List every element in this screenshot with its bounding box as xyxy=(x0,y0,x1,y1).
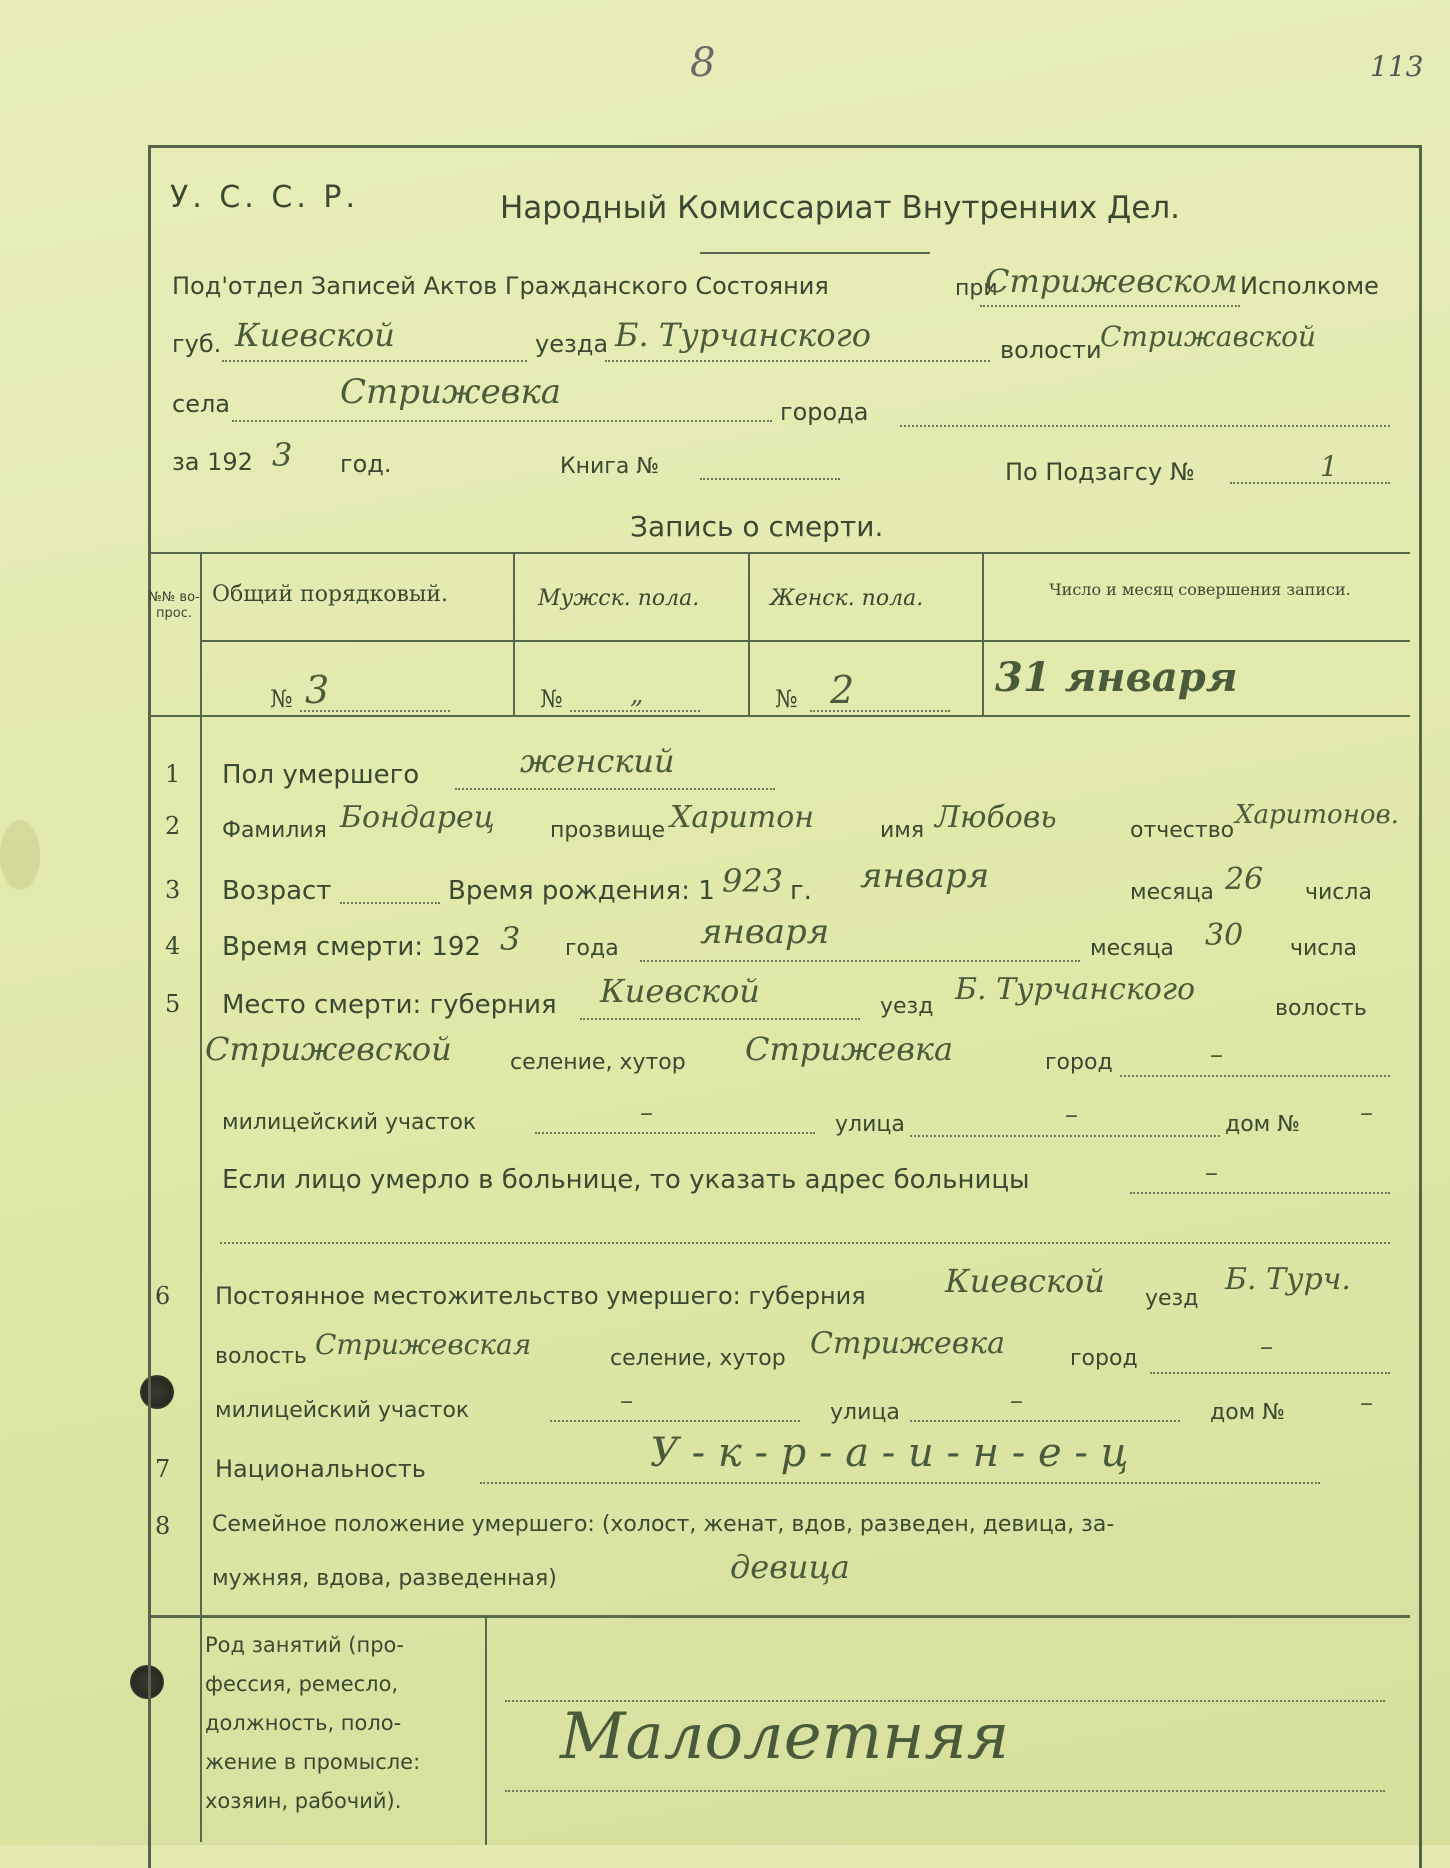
row-number-1: 1 xyxy=(165,760,181,788)
r5-gub-line xyxy=(580,1018,860,1020)
r6-uezd-label: уезд xyxy=(1145,1286,1199,1311)
subdept-value: Стрижевском xyxy=(985,262,1238,300)
col1-line xyxy=(300,710,450,712)
occupation-line-2 xyxy=(505,1790,1385,1792)
r3-age-label: Возраст xyxy=(222,876,332,906)
col-divider-q xyxy=(200,552,202,1842)
col-divider-3 xyxy=(982,552,984,715)
r7-line xyxy=(480,1482,1320,1484)
folio-number: 113 xyxy=(1370,50,1424,83)
r6b-gorod-label: город xyxy=(1070,1346,1138,1371)
gub-line xyxy=(222,360,527,362)
r2-imya-label: имя xyxy=(880,818,925,843)
r3-age-line xyxy=(340,902,440,904)
row-number-5: 5 xyxy=(165,990,181,1018)
r5b-gorod-line xyxy=(1120,1075,1390,1077)
subdept-line xyxy=(980,305,1240,307)
book-line xyxy=(700,478,840,480)
r6b-volost-value: Стрижевская xyxy=(315,1328,532,1361)
pencil-mark: 8 xyxy=(690,40,716,86)
occupation-label-1: Род занятий (про- xyxy=(205,1633,404,1657)
col2-line xyxy=(570,710,700,712)
subdept-label: Под'отдел Записей Актов Гражданского Состояния xyxy=(172,272,829,300)
r8-label: Семейное положение умершего: (холост, женат, вдов, разведен, девица, за- xyxy=(212,1512,1115,1537)
paper-stain xyxy=(0,820,40,890)
selo-line xyxy=(232,420,772,422)
r5b-selenie-label: селение, хутор xyxy=(510,1050,686,1075)
book-label: Книга № xyxy=(560,454,660,479)
r6c-ulica-label: улица xyxy=(830,1400,900,1425)
r5b-gorod-label: город xyxy=(1045,1050,1113,1075)
col2-value: „ xyxy=(630,680,644,710)
col1-value: 3 xyxy=(305,668,330,712)
selo-label: села xyxy=(172,390,231,418)
r2-fam-label: Фамилия xyxy=(222,818,327,843)
r6c-mil-line xyxy=(550,1420,800,1422)
col-divider-1 xyxy=(513,552,515,715)
r5c-ulica-line xyxy=(910,1135,1220,1137)
gorod-line xyxy=(900,425,1390,427)
occupation-label-5: хозяин, рабочий). xyxy=(205,1789,402,1813)
r5c-dom-label: дом № xyxy=(1225,1112,1301,1137)
occupation-top-rule xyxy=(150,1615,1410,1618)
table-bottom-rule xyxy=(150,715,1410,717)
r8b-label: мужняя, вдова, разведенная) xyxy=(212,1566,557,1591)
r6b-gorod-value: – xyxy=(1260,1332,1273,1362)
subrecord-value: 1 xyxy=(1320,450,1338,483)
r1-label: Пол умершего xyxy=(222,760,420,790)
year-label: за 192 xyxy=(172,448,253,476)
r6c-ulica-value: – xyxy=(1010,1386,1023,1416)
r5d-value: – xyxy=(1205,1158,1218,1188)
subdept-pri: при xyxy=(955,276,998,301)
r5d-line xyxy=(1130,1192,1390,1194)
gub-value: Киевской xyxy=(235,316,395,354)
r2-fam-value: Бондарец xyxy=(340,800,495,835)
table-top-rule xyxy=(150,552,1410,554)
col2-no-label: № xyxy=(540,685,563,713)
r4-chisla-label: числа xyxy=(1290,936,1357,961)
r5d-label: Если лицо умерло в больнице, то указать адрес больницы xyxy=(222,1165,1030,1195)
year-value: 3 xyxy=(272,436,293,474)
r4-month-line xyxy=(640,960,1080,962)
r3-birth-value: 923 xyxy=(722,862,784,900)
row-number-2: 2 xyxy=(165,812,181,840)
r5-gub-value: Киевской xyxy=(600,972,760,1010)
r5c-mil-value: – xyxy=(640,1098,653,1128)
col3-line xyxy=(810,710,950,712)
r5b-selenie-value: Стрижевка xyxy=(745,1030,954,1068)
row-number-6: 6 xyxy=(155,1282,171,1310)
r4-goda-label: года xyxy=(565,936,619,961)
r6-uezd-value: Б. Турч. xyxy=(1225,1262,1351,1297)
r3-birth-label: Время рождения: 1 xyxy=(448,876,715,906)
occupation-label-2: фессия, ремесло, xyxy=(205,1672,399,1696)
uezd-line xyxy=(605,360,990,362)
subrecord-label: По Подзагсу № xyxy=(1005,458,1195,486)
r2-prozv-label: прозвище xyxy=(550,818,666,843)
year-suffix: год. xyxy=(340,450,392,478)
volost-value: Стрижавской xyxy=(1100,320,1317,353)
r5c-mil-line xyxy=(535,1132,815,1134)
col3-header: Женск. пола. xyxy=(770,586,924,611)
col2-header: Мужск. пола. xyxy=(538,586,700,611)
col1-header: Общий порядковый. xyxy=(212,582,449,607)
r7-label: Национальность xyxy=(215,1455,426,1483)
row-number-4: 4 xyxy=(165,932,181,960)
row-number-8: 8 xyxy=(155,1512,171,1540)
occupation-divider xyxy=(485,1615,487,1845)
r2-prozv-value: Харитон xyxy=(670,800,815,835)
r5-uezd-value: Б. Турчанского xyxy=(955,972,1196,1007)
uezd-value: Б. Турчанского xyxy=(615,316,872,354)
col-divider-2 xyxy=(748,552,750,715)
r5b-gorod-value: – xyxy=(1210,1040,1223,1070)
col3-value: 2 xyxy=(830,668,855,712)
q-col-header: №№ во-прос. xyxy=(148,590,200,621)
volost-label: волости xyxy=(1000,336,1102,364)
table-mid-rule xyxy=(200,640,1410,642)
r6b-volost-label: волость xyxy=(215,1344,307,1369)
r3-month-label: месяца xyxy=(1130,880,1214,905)
r3-day-value: 26 xyxy=(1225,862,1264,897)
r6b-gorod-line xyxy=(1150,1372,1390,1374)
r5-uezd-label: уезд xyxy=(880,994,934,1019)
record-title: Запись о смерти. xyxy=(630,510,884,543)
r6-label: Постоянное местожительство умершего: губерния xyxy=(215,1282,866,1310)
r2-otch-label: отчество xyxy=(1130,818,1235,843)
r6b-selenie-value: Стрижевка xyxy=(810,1326,1006,1361)
occupation-label-4: жение в промысле: xyxy=(205,1750,421,1774)
r6c-mil-label: милицейский участок xyxy=(215,1398,470,1423)
col4-value: 31 января xyxy=(995,654,1238,701)
r6b-selenie-label: селение, хутор xyxy=(610,1346,786,1371)
r3-chisla-label: числа xyxy=(1305,880,1372,905)
r7-value: У - к - р - а - и - н - е - ц xyxy=(650,1430,1129,1476)
r5c-ulica-label: улица xyxy=(835,1112,905,1137)
r5b-volost-value: Стрижевской xyxy=(205,1030,452,1068)
row-number-7: 7 xyxy=(155,1455,171,1483)
r4-day-value: 30 xyxy=(1205,918,1244,953)
col3-no-label: № xyxy=(775,685,798,713)
r5-volost-label: волость xyxy=(1275,996,1367,1021)
r5d-line-2 xyxy=(220,1242,1390,1244)
uezd-label: уезда xyxy=(535,330,609,358)
row-number-3: 3 xyxy=(165,876,181,904)
r2-imya-value: Любовь xyxy=(935,800,1057,835)
subdept-ispolkom: Исполкоме xyxy=(1240,272,1379,300)
r6c-mil-value: – xyxy=(620,1386,633,1416)
occupation-value: Малолетняя xyxy=(560,1700,1010,1774)
gub-label: губ. xyxy=(172,330,222,358)
r6c-dom-label: дом № xyxy=(1210,1400,1286,1425)
r5c-mil-label: милицейский участок xyxy=(222,1110,477,1135)
gorod-label: города xyxy=(780,398,869,426)
r4-month-value: января xyxy=(700,912,830,952)
occupation-label-3: должность, поло- xyxy=(205,1711,402,1735)
r4-year-value: 3 xyxy=(500,920,521,958)
r2-otch-value: Харитонов. xyxy=(1235,800,1399,830)
r1-line xyxy=(455,788,775,790)
r5c-dom-value: – xyxy=(1360,1098,1373,1128)
r6c-dom-value: – xyxy=(1360,1388,1373,1418)
col1-no-label: № xyxy=(270,685,293,713)
selo-value: Стрижевка xyxy=(340,372,562,412)
r4-label: Время смерти: 192 xyxy=(222,932,481,962)
ministry-title: Народный Комиссариат Внутренних Дел. xyxy=(500,190,1180,226)
r3-month-value: января xyxy=(860,856,990,896)
r5c-ulica-value: – xyxy=(1065,1100,1078,1130)
r4-month-label: месяца xyxy=(1090,936,1174,961)
r6-gub-value: Киевской xyxy=(945,1262,1105,1300)
subrecord-line xyxy=(1230,482,1390,484)
r8-value: девица xyxy=(730,1548,850,1586)
r6c-ulica-line xyxy=(910,1420,1180,1422)
r5-label: Место смерти: губерния xyxy=(222,990,557,1020)
ussr-label: У. С. С. Р. xyxy=(170,180,360,215)
col4-header: Число и месяц совершения записи. xyxy=(1049,580,1351,599)
r3-g-label: г. xyxy=(790,876,812,906)
header-rule xyxy=(700,252,930,254)
r1-value: женский xyxy=(520,742,675,780)
